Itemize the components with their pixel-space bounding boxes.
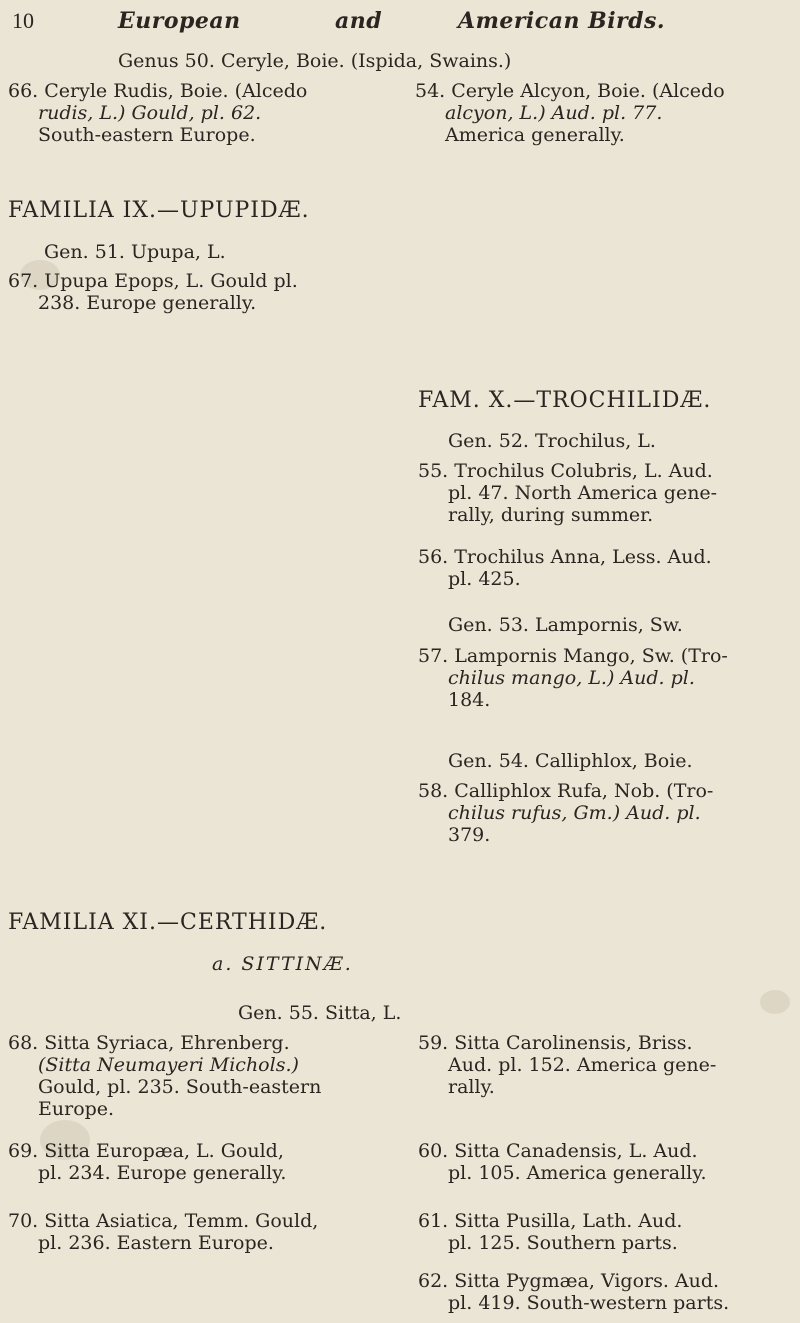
- entry-line: 55. Trochilus Colubris, L. Aud.: [418, 460, 713, 482]
- subfamily-heading: a. SITTINÆ.: [212, 953, 353, 975]
- entry-line: 59. Sitta Carolinensis, Briss.: [418, 1032, 693, 1054]
- entry-line: chilus mango, L.) Aud. pl.: [448, 667, 695, 689]
- entry-line: Aud. pl. 152. America gene-: [448, 1054, 717, 1076]
- entry-line: 67. Upupa Epops, L. Gould pl.: [8, 270, 298, 292]
- entry-line: rudis, L.) Gould, pl. 62.: [38, 102, 262, 124]
- species-entry: [418, 645, 728, 711]
- genus-heading: Genus 50. Ceryle, Boie. (Ispida, Swains.): [118, 50, 512, 72]
- entry-line: South-eastern Europe.: [38, 124, 256, 146]
- family-heading: FAM. X.—TROCHILIDÆ.: [418, 388, 712, 413]
- species-entry: [8, 270, 298, 314]
- entry-line: rally.: [448, 1076, 495, 1098]
- entry-line: pl. 125. Southern parts.: [448, 1232, 678, 1254]
- header-title-and: and: [335, 8, 383, 34]
- species-entry: [418, 460, 717, 526]
- entry-line: 60. Sitta Canadensis, L. Aud.: [418, 1140, 698, 1162]
- species-entry: [8, 80, 307, 146]
- species-entry: [418, 1210, 682, 1254]
- entry-line: Europe.: [38, 1098, 115, 1120]
- entry-line: pl. 47. North America gene-: [448, 482, 718, 504]
- species-entry: [8, 1032, 321, 1120]
- entry-line: 62. Sitta Pygmæa, Vigors. Aud.: [418, 1270, 720, 1292]
- entry-line: alcyon, L.) Aud. pl. 77.: [445, 102, 663, 124]
- entry-line: (Sitta Neumayeri Michols.): [38, 1054, 299, 1076]
- species-entry: [415, 80, 725, 146]
- species-entry: [418, 1270, 729, 1314]
- species-entry: [8, 1210, 318, 1254]
- species-entry: [418, 546, 712, 590]
- header-title-american-birds: American Birds.: [458, 8, 666, 34]
- entry-line: 58. Calliphlox Rufa, Nob. (Tro-: [418, 780, 714, 802]
- entry-line: 379.: [448, 824, 491, 846]
- page-number: 10: [12, 8, 34, 33]
- entry-line: chilus rufus, Gm.) Aud. pl.: [448, 802, 701, 824]
- entry-line: 66. Ceryle Rudis, Boie. (Alcedo: [8, 80, 308, 102]
- family-heading: FAMILIA XI.—CERTHIDÆ.: [8, 910, 328, 935]
- entry-line: 70. Sitta Asiatica, Temm. Gould,: [8, 1210, 319, 1232]
- genus-heading: Gen. 54. Calliphlox, Boie.: [448, 750, 693, 772]
- entry-line: rally, during summer.: [448, 504, 654, 526]
- entry-line: 238. Europe generally.: [38, 292, 257, 314]
- genus-heading: Gen. 53. Lampornis, Sw.: [448, 614, 683, 636]
- species-entry: [418, 1032, 716, 1098]
- paper-stain: [760, 990, 790, 1014]
- entry-line: Gould, pl. 235. South-eastern: [38, 1076, 322, 1098]
- entry-line: 54. Ceryle Alcyon, Boie. (Alcedo: [415, 80, 725, 102]
- entry-line: 56. Trochilus Anna, Less. Aud.: [418, 546, 712, 568]
- entry-line: 69. Sitta Europæa, L. Gould,: [8, 1140, 284, 1162]
- genus-heading: Gen. 51. Upupa, L.: [44, 241, 226, 263]
- entry-line: pl. 234. Europe generally.: [38, 1162, 287, 1184]
- entry-line: pl. 105. America generally.: [448, 1162, 707, 1184]
- genus-heading: Gen. 55. Sitta, L.: [238, 1002, 402, 1024]
- entry-line: pl. 425.: [448, 568, 521, 590]
- species-entry: [8, 1140, 286, 1184]
- family-heading: FAMILIA IX.—UPUPIDÆ.: [8, 198, 310, 223]
- entry-line: 57. Lampornis Mango, Sw. (Tro-: [418, 645, 728, 667]
- entry-line: pl. 236. Eastern Europe.: [38, 1232, 274, 1254]
- header-title-european: European: [118, 8, 241, 34]
- entry-line: pl. 419. South-western parts.: [448, 1292, 730, 1314]
- species-entry: [418, 1140, 707, 1184]
- species-entry: [418, 780, 713, 846]
- genus-heading: Gen. 52. Trochilus, L.: [448, 430, 656, 452]
- entry-line: 184.: [448, 689, 491, 711]
- entry-line: America generally.: [445, 124, 625, 146]
- entry-line: 61. Sitta Pusilla, Lath. Aud.: [418, 1210, 683, 1232]
- entry-line: 68. Sitta Syriaca, Ehrenberg.: [8, 1032, 290, 1054]
